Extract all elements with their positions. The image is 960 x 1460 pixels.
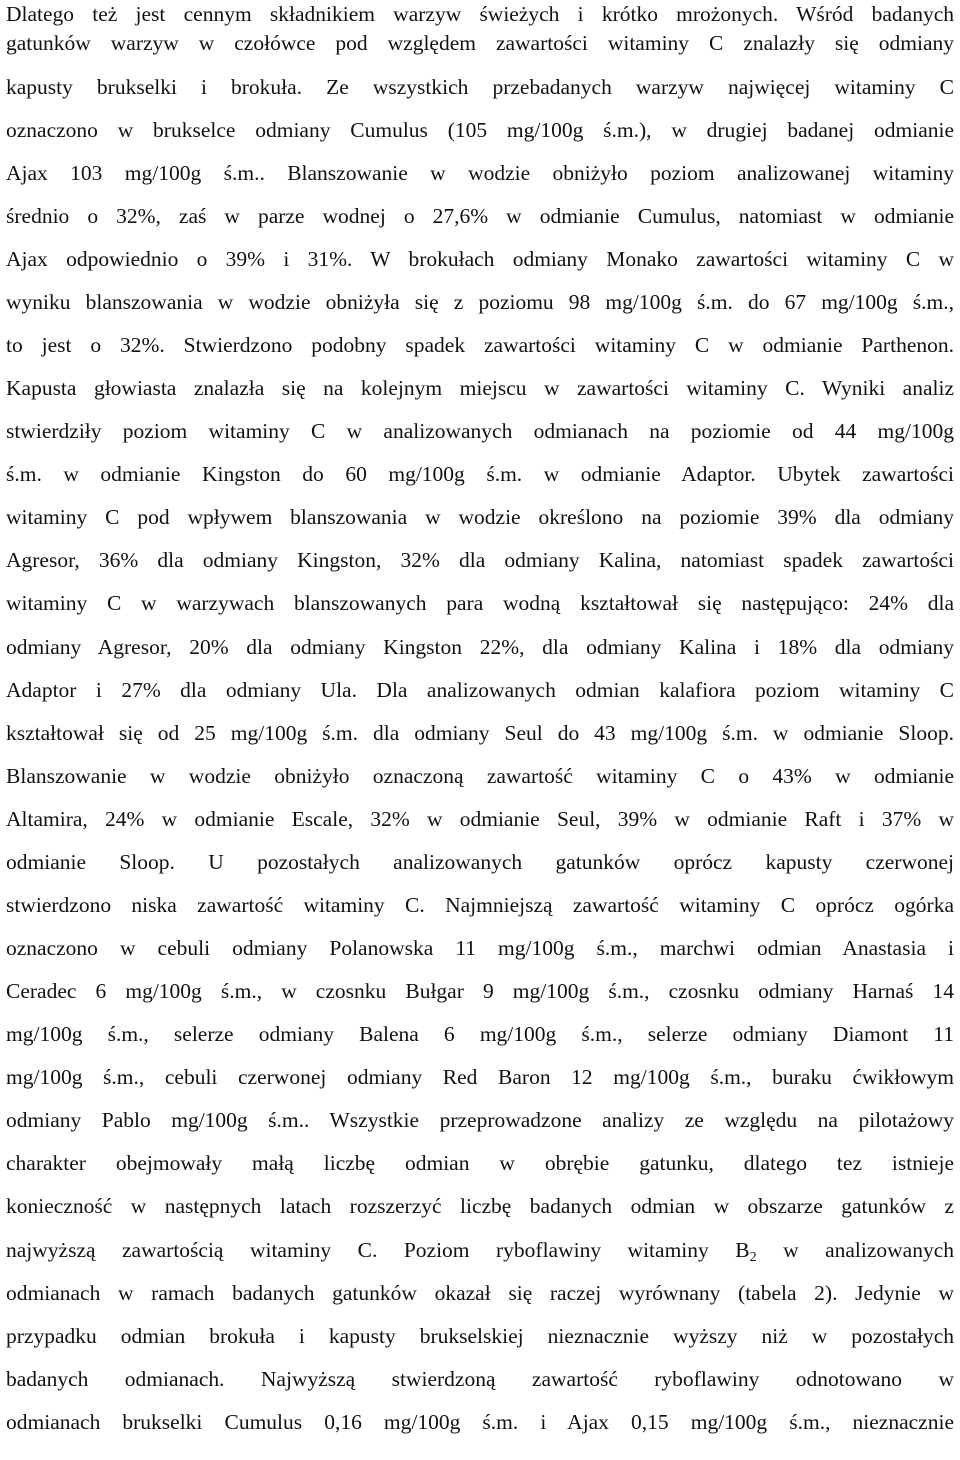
text-line: odmiany Pablo mg/100g ś.m.. Wszystkie przeprowadzone analizy ze względu na pilotażowy xyxy=(6,1108,954,1132)
text-segment: w analizowanych xyxy=(756,1238,955,1262)
text-line: Ceradec 6 mg/100g ś.m., w czosnku Bułgar 9 mg/100g ś.m., czosnku odmiany Harnaś 14 xyxy=(6,979,954,1003)
subscript-2: 2 xyxy=(749,1250,757,1265)
text-line: to jest o 32%. Stwierdzono podobny spadek zawartości witaminy C w odmianie Parthenon. xyxy=(6,333,954,357)
text-line: Ajax odpowiednio o 39% i 31%. W brokułach odmiany Monako zawartości witaminy C w xyxy=(6,247,954,271)
text-line: Agresor, 36% dla odmiany Kingston, 32% dla odmiany Kalina, natomiast spadek zawartości xyxy=(6,548,954,572)
text-line: stwierdzono niska zawartość witaminy C. Najmniejszą zawartość witaminy C oprócz ogórka xyxy=(6,893,954,917)
text-line: ś.m. w odmianie Kingston do 60 mg/100g ś.m. w odmianie Adaptor. Ubytek zawartości xyxy=(6,462,954,486)
text-line: odmianach w ramach badanych gatunków okazał się raczej wyrównany (tabela 2). Jedynie w xyxy=(6,1281,954,1305)
text-line: Adaptor i 27% dla odmiany Ula. Dla analizowanych odmian kalafiora poziom witaminy C xyxy=(6,678,954,702)
text-line: mg/100g ś.m., selerze odmiany Balena 6 mg/100g ś.m., selerze odmiany Diamont 11 xyxy=(6,1022,954,1046)
text-line: badanych odmianach. Najwyższą stwierdzoną zawartość ryboflawiny odnotowano w xyxy=(6,1367,954,1391)
text-line: kapusty brukselki i brokuła. Ze wszystkich przebadanych warzyw najwięcej witaminy C xyxy=(6,75,954,99)
text-line: wyniku blanszowania w wodzie obniżyła się z poziomu 98 mg/100g ś.m. do 67 mg/100g ś.m., xyxy=(6,290,954,314)
text-line-with-subscript xyxy=(6,1236,954,1264)
text-line: Ajax 103 mg/100g ś.m.. Blanszowanie w wodzie obniżyło poziom analizowanej witaminy xyxy=(6,161,954,185)
text-line: mg/100g ś.m., cebuli czerwonej odmiany Red Baron 12 mg/100g ś.m., buraku ćwikłowym xyxy=(6,1065,954,1089)
text-line: charakter obejmowały małą liczbę odmian w obrębie gatunku, dlatego tez istnieje xyxy=(6,1151,954,1175)
text-line: witaminy C pod wpływem blanszowania w wodzie określono na poziomie 39% dla odmiany xyxy=(6,505,954,529)
text-line: stwierdziły poziom witaminy C w analizowanych odmianach na poziomie od 44 mg/100g xyxy=(6,419,954,443)
text-line: kształtował się od 25 mg/100g ś.m. dla odmiany Seul do 43 mg/100g ś.m. w odmianie Sloop. xyxy=(6,721,954,745)
text-line: Altamira, 24% w odmianie Escale, 32% w odmianie Seul, 39% w odmianie Raft i 37% w xyxy=(6,807,954,831)
text-segment: najwyższą zawartością witaminy C. Poziom ryboflawiny witaminy B xyxy=(6,1238,750,1262)
text-line: odmianach brukselki Cumulus 0,16 mg/100g ś.m. i Ajax 0,15 mg/100g ś.m., nieznacznie xyxy=(6,1410,954,1434)
text-line: gatunków warzyw w czołówce pod względem zawartości witaminy C znalazły się odmiany xyxy=(6,31,954,55)
text-line: Dlatego też jest cennym składnikiem warzyw świeżych i krótko mrożonych. Wśród badanych xyxy=(6,2,954,26)
text-line: witaminy C w warzywach blanszowanych para wodną kształtował się następująco: 24% dla xyxy=(6,591,954,615)
text-line: oznaczono w cebuli odmiany Polanowska 11 mg/100g ś.m., marchwi odmian Anastasia i xyxy=(6,936,954,960)
text-line: Blanszowanie w wodzie obniżyło oznaczoną zawartość witaminy C o 43% w odmianie xyxy=(6,764,954,788)
text-line: oznaczono w brukselce odmiany Cumulus (105 mg/100g ś.m.), w drugiej badanej odmianie xyxy=(6,118,954,142)
text-line: konieczność w następnych latach rozszerzyć liczbę badanych odmian w obszarze gatunków z xyxy=(6,1194,954,1218)
text-line: odmianie Sloop. U pozostałych analizowanych gatunków oprócz kapusty czerwonej xyxy=(6,850,954,874)
text-line: średnio o 32%, zaś w parze wodnej o 27,6% w odmianie Cumulus, natomiast w odmianie xyxy=(6,204,954,228)
text-line: Kapusta głowiasta znalazła się na kolejnym miejscu w zawartości witaminy C. Wyniki analiz xyxy=(6,376,954,400)
text-line: przypadku odmian brokuła i kapusty brukselskiej nieznacznie wyższy niż w pozostałych xyxy=(6,1324,954,1348)
text-line: odmiany Agresor, 20% dla odmiany Kingston 22%, dla odmiany Kalina i 18% dla odmiany xyxy=(6,635,954,659)
